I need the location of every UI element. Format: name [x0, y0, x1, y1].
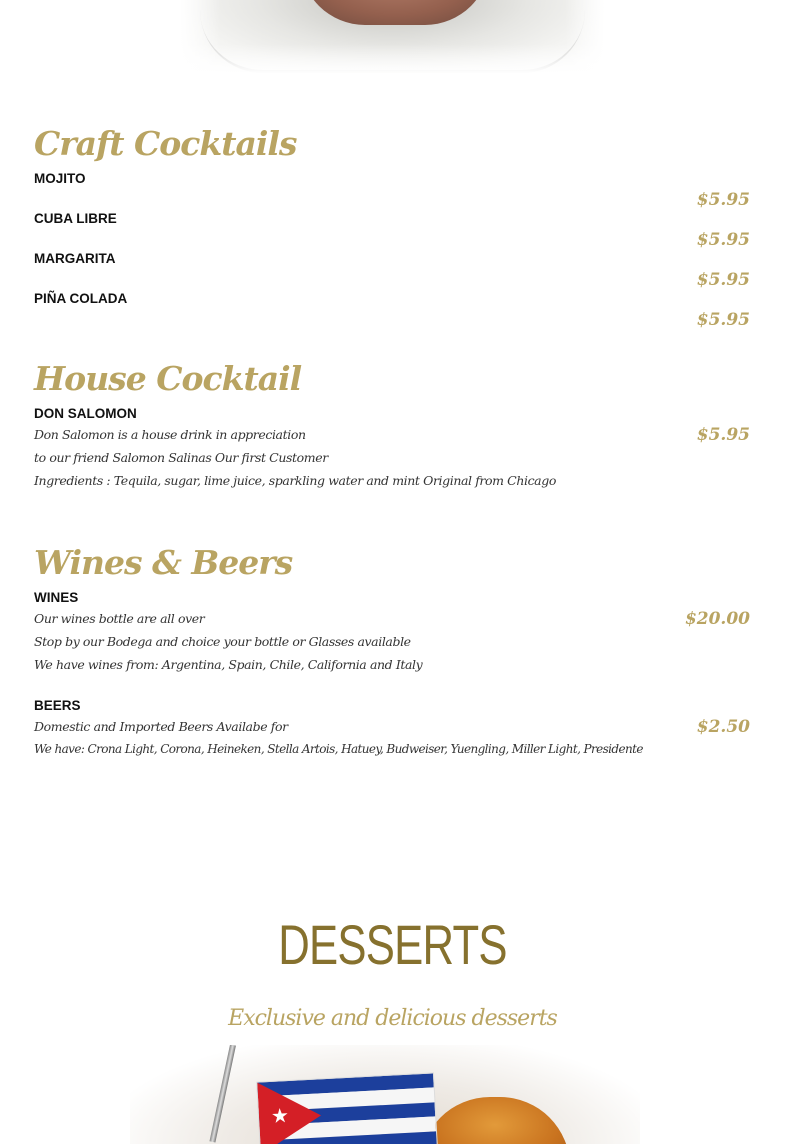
spoon-shape: [209, 1045, 235, 1142]
menu-item-name: DON SALOMON: [34, 406, 137, 421]
cuban-flag-icon: ★: [256, 1072, 438, 1144]
menu-item-name: WINES: [34, 590, 79, 605]
flan-shape: [420, 1097, 570, 1144]
menu-item-name: BEERS: [34, 698, 81, 713]
dessert-photo: [130, 1045, 640, 1144]
desserts-subtitle: Exclusive and delicious desserts: [228, 1006, 557, 1031]
menu-item-price: $2.50: [696, 717, 750, 737]
menu-item-price: $5.95: [696, 270, 750, 290]
menu-item-name: MARGARITA: [34, 251, 116, 266]
menu-item-description: We have: Crona Light, Corona, Heineken, Stella Artois, Hatuey, Budweiser, Yuengling, Miller Light, Presidente: [34, 742, 643, 756]
menu-item-description: Domestic and Imported Beers Availabe for: [34, 719, 288, 734]
menu-item-description: Ingredients : Tequila, sugar, lime juice, sparkling water and mint Original from Chicago: [34, 473, 556, 488]
menu-item-description: Stop by our Bodega and choice your bottle or Glasses available: [34, 634, 411, 649]
menu-item-description: Our wines bottle are all over: [34, 611, 205, 626]
section-title-house-cocktail: House Cocktail: [34, 359, 302, 398]
menu-item-price: $5.95: [696, 230, 750, 250]
menu-item-description: We have wines from: Argentina, Spain, Chile, California and Italy: [34, 657, 423, 672]
menu-item-price: $5.95: [696, 310, 750, 330]
menu-item-price: $20.00: [684, 609, 750, 629]
menu-item-price: $5.95: [696, 190, 750, 210]
section-title-craft-cocktails: Craft Cocktails: [34, 124, 297, 163]
menu-item-name: PIÑA COLADA: [34, 291, 128, 306]
menu-item-price: $5.95: [696, 425, 750, 445]
menu-item-description: Don Salomon is a house drink in appreciation: [34, 427, 306, 442]
desserts-heading: DESSERTS: [278, 913, 507, 976]
menu-item-name: MOJITO: [34, 171, 86, 186]
menu-item-description: to our friend Salomon Salinas Our first Customer: [34, 450, 328, 465]
menu-item-name: CUBA LIBRE: [34, 211, 117, 226]
dish-photo-top: [180, 0, 605, 74]
section-title-wines-beers: Wines & Beers: [34, 543, 293, 582]
